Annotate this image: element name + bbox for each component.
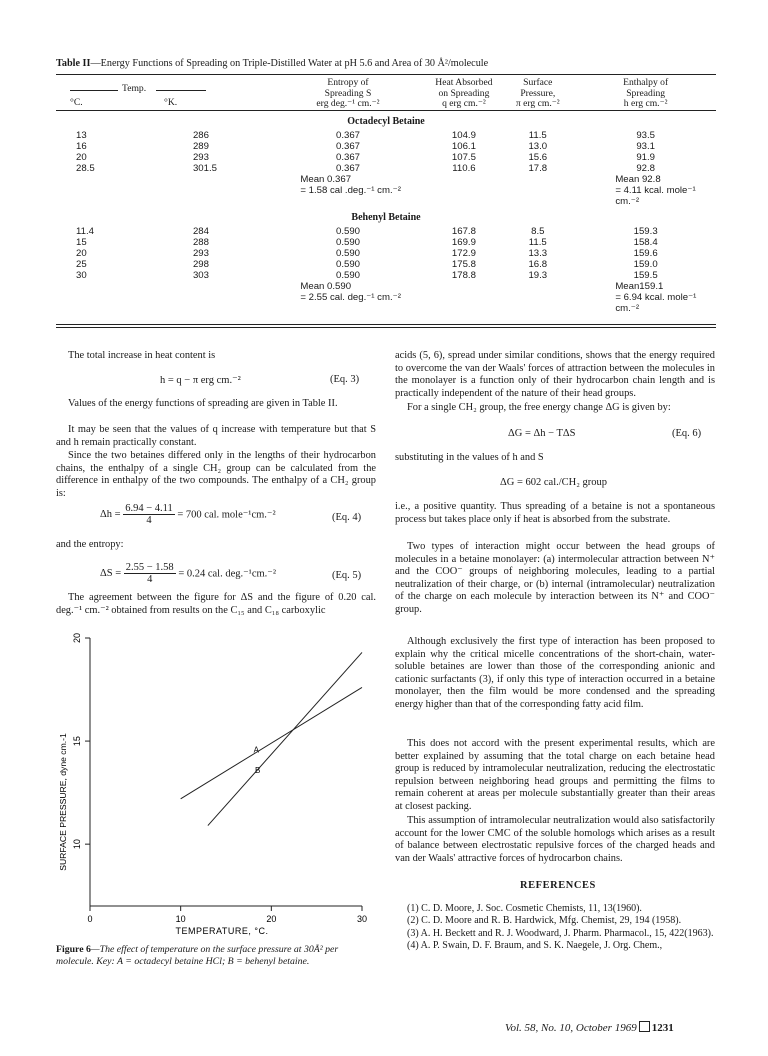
heat-cell: 110.6 <box>452 162 476 174</box>
heat-cell: 107.5 <box>451 151 476 163</box>
enthalpy-cell: 158.4 <box>633 236 658 248</box>
kelvin-header: °K. <box>164 97 178 108</box>
kelvin-cell: 293 <box>192 247 209 259</box>
celsius-cell: 20 <box>76 247 87 259</box>
kelvin-cell: 289 <box>192 140 209 152</box>
left-para-1: The total increase in heat content is <box>68 350 216 361</box>
entropy-cell: 0.367 <box>335 151 360 163</box>
right-para-3: substituting in the values of h and S <box>395 452 544 463</box>
eq3: h = q − π erg cm.⁻² <box>160 375 241 386</box>
kelvin-cell: 293 <box>192 151 209 163</box>
enthalpy-cell: 159.5 <box>633 269 658 281</box>
table-row <box>56 141 716 152</box>
pressure-cell: 8.5 <box>531 225 545 237</box>
right-para-8: This assumption of intramolecular neutralization would also satisfactorily account for the lower CMC of the soluble homologs which arises as a result of balance between electrostatic repulsive forces of the charged heads and van der Waals' attractive forces of hydrocarbon chains. <box>395 815 715 864</box>
pressure-cell: 11.5 <box>528 236 547 248</box>
reference-item: (4) A. P. Swain, D. F. Braum, and S. K. Naegele, J. Org. Chem., <box>407 940 663 952</box>
enthalpy-cell: 93.1 <box>636 140 655 152</box>
left-para-4: Since the two betaines differed only in the lengths of their hydrocarbon chains, the enthalpy of a single CH₂ group can be calculated from the difference in enthalpy of the two compounds. The enthalpy of a CH₂ group is: <box>56 450 376 499</box>
celsius-cell: 13 <box>76 129 87 141</box>
entropy-cell: 0.590 <box>335 236 360 248</box>
x-tick-label: 0 <box>87 914 93 924</box>
enthalpy-cell: 159.6 <box>633 247 658 259</box>
heat-cell: 167.8 <box>451 225 476 237</box>
eq6-label: (Eq. 6) <box>672 428 702 439</box>
left-para-6: The agreement between the figure for ΔS and the figure of 0.20 cal. deg.⁻¹ cm.⁻² obtained from results on the C₁₅ and C₁₈ carboxylic <box>56 592 376 616</box>
pressure-cell: 17.8 <box>528 162 548 174</box>
entropy-header: Entropy of Spreading S erg deg.⁻¹ cm.⁻² <box>316 77 380 109</box>
y-tick-label: 15 <box>72 736 82 747</box>
pressure-cell: 13.0 <box>528 140 548 152</box>
right-para-7: This does not accord with the present experimental results, which are better explained by assuming that the total charge on each betaine head group is reduced by intramolecular neutralization, reducing the electrostatic repulsion between neighboring head groups and permitting the films to remain coherent at areas per molecule substantially greater than their areas at closest packing. <box>395 738 715 812</box>
figure-caption-label: Figure 6 <box>56 944 91 955</box>
eq6: ΔG = Δh − TΔS <box>508 428 576 439</box>
behenyl-mean-entropy: Mean 0.590 = 2.55 cal. deg.⁻¹ cm.⁻² <box>300 280 401 303</box>
kelvin-cell: 301.5 <box>192 162 217 174</box>
kelvin-cell: 284 <box>192 225 209 237</box>
enthalpy-cell: 92.8 <box>636 162 655 174</box>
series-line-a <box>181 687 362 798</box>
pressure-cell: 13.3 <box>528 247 548 259</box>
references-heading: REFERENCES <box>520 880 596 891</box>
figure-caption-text: —The effect of temperature on the surface pressure at 30Å² per molecule. Key: A = octadecyl betaine HCl; B = behenyl betaine. <box>56 944 339 967</box>
celsius-header: °C. <box>70 97 83 108</box>
figure-caption <box>56 944 374 967</box>
page-footer <box>505 1021 674 1034</box>
entropy-cell: 0.367 <box>335 140 360 152</box>
celsius-cell: 11.4 <box>76 225 94 237</box>
left-para-5: and the entropy: <box>56 539 124 550</box>
right-para-6: Although exclusively the first type of interaction has been proposed to explain why the critical micelle concentrations of the short-chain, water-soluble betaines are lower than those of the corresponding anionic and cationic surfactants (3), if only this type of interaction occurred in a betaine monolayer, then the film would be more condensed and the spreading energy higher than that of the corresponding fatty acid film. <box>395 636 715 710</box>
celsius-cell: 25 <box>76 258 87 270</box>
right-para-1: acids (5, 6), spread under similar conditions, shows that the energy required to overcome the van der Waals' forces of attraction between the molecules in the monolayer is a function only of their hydrocarbon chain length and is practically independent of the nature of their head groups. <box>395 350 715 399</box>
celsius-cell: 30 <box>76 269 87 281</box>
kelvin-cell: 298 <box>192 258 209 270</box>
x-axis-label: TEMPERATURE, °C. <box>175 926 269 936</box>
eq3-label: (Eq. 3) <box>330 374 360 385</box>
y-tick-label: 20 <box>72 632 82 644</box>
pressure-cell: 11.5 <box>528 129 547 141</box>
pressure-header: Surface Pressure, π erg cm.⁻² <box>515 77 560 109</box>
kelvin-cell: 286 <box>192 129 209 141</box>
heat-cell: 172.9 <box>451 247 476 259</box>
series-line-b <box>208 652 362 825</box>
entropy-cell: 0.590 <box>335 269 360 281</box>
table-row <box>56 130 716 141</box>
octadecyl-mean-entropy: Mean 0.367 = 1.58 cal .deg.⁻¹ cm.⁻² <box>300 173 401 196</box>
table-top-rule <box>56 74 716 75</box>
left-para-3: It may be seen that the values of q increase with temperature but that S and h remain practically constant. <box>56 424 376 448</box>
enthalpy-cell: 93.5 <box>636 129 655 141</box>
box-icon <box>639 1021 650 1032</box>
eq5-label: (Eq. 5) <box>332 570 362 581</box>
entropy-cell: 0.590 <box>335 247 360 259</box>
pressure-cell: 16.8 <box>528 258 548 270</box>
x-tick-label: 30 <box>356 914 368 924</box>
enthalpy-cell: 159.3 <box>633 225 658 237</box>
reference-item: (2) C. D. Moore and R. B. Hardwick, Mfg. Chemist, 29, 194 (1958). <box>407 915 682 927</box>
celsius-cell: 16 <box>76 140 87 152</box>
heat-cell: 175.8 <box>451 258 476 270</box>
right-para-2: For a single CH₂ group, the free energy change ΔG is given by: <box>407 402 671 413</box>
references-list <box>395 903 715 953</box>
heat-cell: 104.9 <box>451 129 476 141</box>
table-bottom-rule-2 <box>56 327 716 328</box>
y-tick-label: 10 <box>72 839 82 850</box>
x-tick-label: 10 <box>175 914 186 924</box>
reference-item: (1) C. D. Moore, J. Soc. Cosmetic Chemists, 11, 13(1960). <box>407 903 642 914</box>
heat-cell: 106.1 <box>451 140 476 152</box>
celsius-cell: 28.5 <box>76 162 95 174</box>
table-row <box>56 270 716 281</box>
kelvin-cell: 303 <box>192 269 209 281</box>
table-bottom-rule-1 <box>56 324 716 325</box>
page-number: 1231 <box>651 1022 674 1034</box>
section-title-octadecyl: Octadecyl Betaine <box>347 115 425 127</box>
heat-header: Heat Absorbed on Spreading q erg cm.⁻² <box>435 77 493 109</box>
temp-header: Temp. <box>122 83 147 94</box>
reference-item: (3) A. H. Beckett and R. J. Woodward, J. Pharm. Pharmacol., 15, 422(1963). <box>407 927 714 939</box>
journal-info: Vol. 58, No. 10, October 1969 <box>505 1022 637 1034</box>
enthalpy-cell: 91.9 <box>636 151 655 163</box>
x-tick-label: 20 <box>266 914 277 924</box>
y-axis-label: SURFACE PRESSURE, dyne cm.-1 <box>58 733 68 871</box>
table-row <box>56 163 716 174</box>
eq7: ΔG = 602 cal./CH₂ group <box>500 477 608 488</box>
eq4: Δh = $\frac{6.94 - 4.11}{4}$ = 700 cal. mole⁻¹cm.⁻² <box>100 503 276 526</box>
pressure-cell: 15.6 <box>528 151 548 163</box>
table-caption <box>56 58 488 69</box>
entropy-cell: 0.590 <box>335 258 360 270</box>
kelvin-cell: 288 <box>192 236 209 248</box>
table-caption-label: Table II <box>56 58 91 69</box>
heat-cell: 178.8 <box>451 269 476 281</box>
right-para-4: i.e., a positive quantity. Thus spreading of a betaine is not a spontaneous process but takes place only if heat is absorbed from the substrate. <box>395 501 715 525</box>
series-label-a: A <box>253 745 259 755</box>
behenyl-mean-enthalpy: Mean159.1 = 6.94 kcal. mole⁻¹ cm.⁻² <box>615 280 697 314</box>
entropy-cell: 0.367 <box>335 162 360 174</box>
series-label-b: B <box>255 766 261 776</box>
table-caption-text: —Energy Functions of Spreading on Triple-Distilled Water at pH 5.6 and Area of 30 Å²/molecule <box>90 58 489 69</box>
table-row <box>56 226 716 237</box>
right-para-5: Two types of interaction might occur between the head groups of molecules in a betaine monolayer: (a) intermolecular attraction between N⁺ and the COO⁻ groups of neighboring molecules, leading to a partial neutralization of their charge, or (b) internal (intramolecular) neutralization of the charge on each molecule by interaction between its N⁺ and COO⁻ group. <box>395 541 715 615</box>
enthalpy-header: Enthalpy of Spreading h erg cm.⁻² <box>623 77 669 109</box>
table-row <box>56 152 716 163</box>
entropy-cell: 0.367 <box>335 129 360 141</box>
celsius-cell: 20 <box>76 151 87 163</box>
section-title-behenyl: Behenyl Betaine <box>351 211 421 223</box>
celsius-cell: 15 <box>76 236 87 248</box>
eq4-label: (Eq. 4) <box>332 512 362 523</box>
pressure-cell: 19.3 <box>528 269 548 281</box>
energy-table <box>56 78 716 314</box>
enthalpy-cell: 159.0 <box>633 258 658 270</box>
table-row <box>56 237 716 248</box>
octadecyl-mean-enthalpy: Mean 92.8 = 4.11 kcal. mole⁻¹ cm.⁻² <box>615 173 696 207</box>
table-row <box>56 248 716 259</box>
figure-6-chart <box>56 628 376 943</box>
left-para-2: Values of the energy functions of spreading are given in Table II. <box>68 398 338 409</box>
heat-cell: 169.9 <box>451 236 476 248</box>
entropy-cell: 0.590 <box>335 225 360 237</box>
table-row <box>56 259 716 270</box>
eq5: ΔS = $\frac{2.55 - 1.58}{4}$ = 0.24 cal. deg.⁻¹cm.⁻² <box>100 562 276 585</box>
